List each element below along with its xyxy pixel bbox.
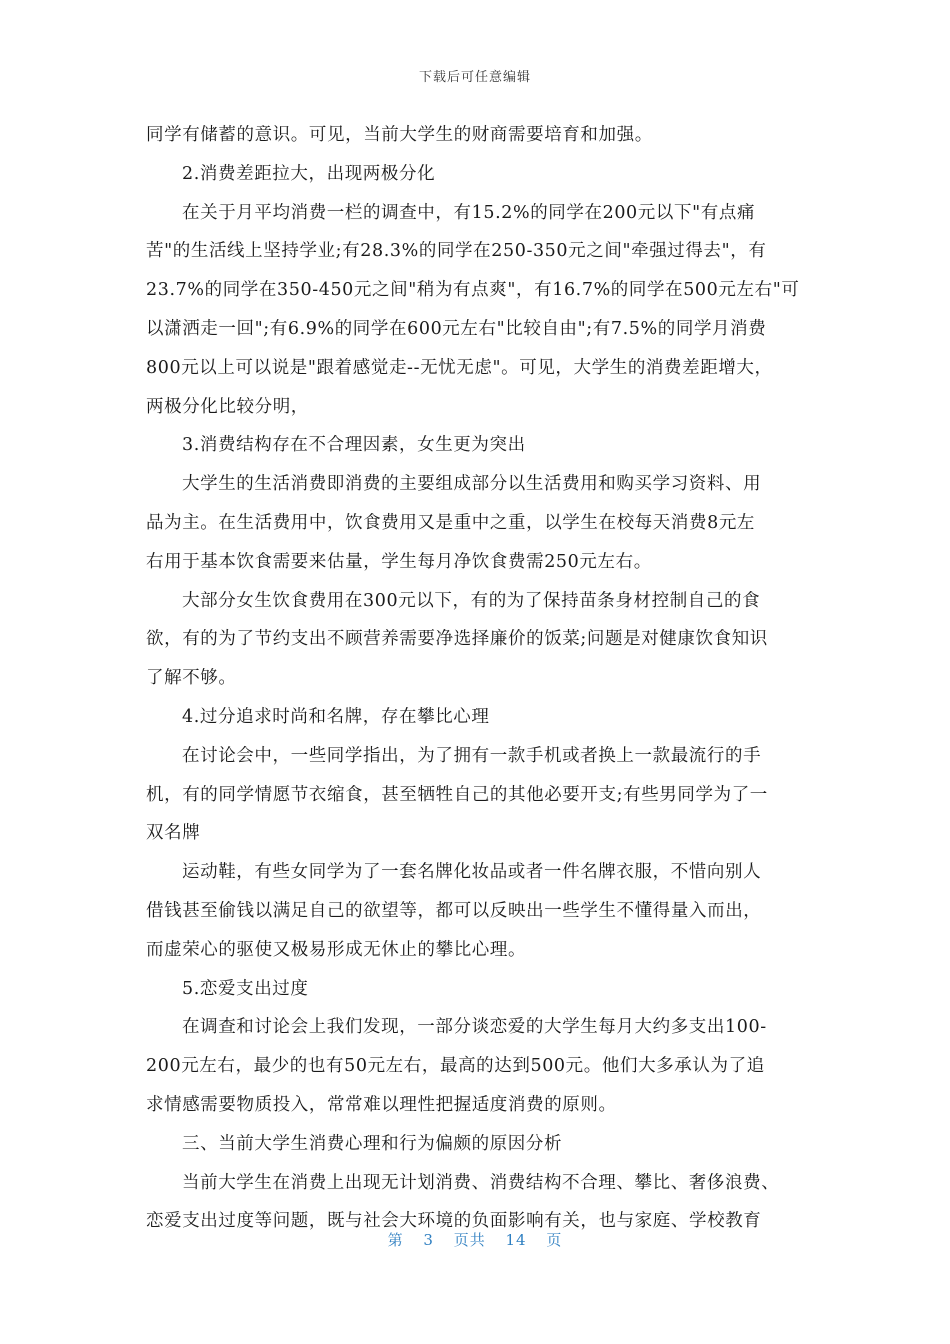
text-line: 200元左右，最少的也有50元左右，最高的达到500元。他们大多承认为了追 bbox=[146, 1056, 765, 1077]
text-line: 双名牌 bbox=[146, 823, 201, 844]
text-line: 恋爱支出过度等问题，既与社会大环境的负面影响有关，也与家庭、学校教育 bbox=[146, 1211, 762, 1232]
text-line: 欲，有的为了节约支出不顾营养需要净选择廉价的饭菜;问题是对健康饮食知识 bbox=[146, 629, 768, 650]
text-line: 大学生的生活消费即消费的主要组成部分以生活费用和购买学习资料、用 bbox=[182, 474, 762, 495]
text-line: 5.恋爱支出过度 bbox=[182, 978, 309, 999]
text-line: 以潇洒走一回";有6.9%的同学在600元左右"比较自由";有7.5%的同学月消费 bbox=[146, 318, 767, 339]
text-line: 求情感需要物质投入，常常难以理性把握适度消费的原则。 bbox=[146, 1094, 617, 1115]
text-line: 运动鞋，有些女同学为了一套名牌化妆品或者一件名牌衣服，不惜向别人 bbox=[182, 862, 762, 883]
text-line: 而虚荣心的驱使又极易形成无休止的攀比心理。 bbox=[146, 939, 527, 960]
text-line: 品为主。在生活费用中，饮食费用又是重中之重，以学生在校每天消费8元左 bbox=[146, 512, 756, 533]
text-line: 23.7%的同学在350-450元之间"稍为有点爽"，有16.7%的同学在500元左右"可 bbox=[146, 280, 800, 301]
text-line: 借钱甚至偷钱以满足自己的欲望等，都可以反映出一些学生不懂得量入而出， bbox=[146, 900, 762, 921]
text-line: 800元以上可以说是"跟着感觉走--无忧无虑"。可见，大学生的消费差距增大， bbox=[146, 357, 773, 378]
text-line: 了解不够。 bbox=[146, 668, 237, 689]
text-line: 3.消费结构存在不合理因素，女生更为突出 bbox=[182, 435, 526, 456]
text-line: 同学有储蓄的意识。可见，当前大学生的财商需要培育和加强。 bbox=[146, 125, 653, 145]
document-body bbox=[146, 116, 806, 1241]
text-line: 苦"的生活线上坚持学业;有28.3%的同学在250-350元之间"牵强过得去"，有 bbox=[146, 241, 767, 262]
text-line: 在关于月平均消费一栏的调查中，有15.2%的同学在200元以下"有点痛 bbox=[182, 202, 756, 223]
page-header: 下载后可任意编辑 bbox=[418, 70, 531, 85]
text-line: 在讨论会中，一些同学指出，为了拥有一款手机或者换上一款最流行的手 bbox=[182, 745, 762, 766]
page-footer: 第 3 页共 14 页 bbox=[387, 1231, 563, 1249]
text-line: 2.消费差距拉大，出现两极分化 bbox=[182, 163, 436, 184]
text-line: 两极分化比较分明， bbox=[146, 396, 309, 417]
text-line: 当前大学生在消费上出现无计划消费、消费结构不合理、攀比、奢侈浪费、 bbox=[182, 1172, 780, 1193]
text-line: 三、当前大学生消费心理和行为偏颇的原因分析 bbox=[182, 1133, 563, 1154]
text-line: 机，有的同学情愿节衣缩食，甚至牺牲自己的其他必要开支;有些男同学为了一 bbox=[146, 784, 768, 805]
text-line: 在调查和讨论会上我们发现，一部分谈恋爱的大学生每月大约多支出100- bbox=[182, 1017, 767, 1038]
text-line: 右用于基本饮食需要来估量，学生每月净饮食费需250元左右。 bbox=[146, 551, 652, 572]
text-line: 大部分女生饮食费用在300元以下，有的为了保持苗条身材控制自己的食 bbox=[182, 590, 761, 611]
text-line: 4.过分追求时尚和名牌，存在攀比心理 bbox=[182, 706, 490, 727]
